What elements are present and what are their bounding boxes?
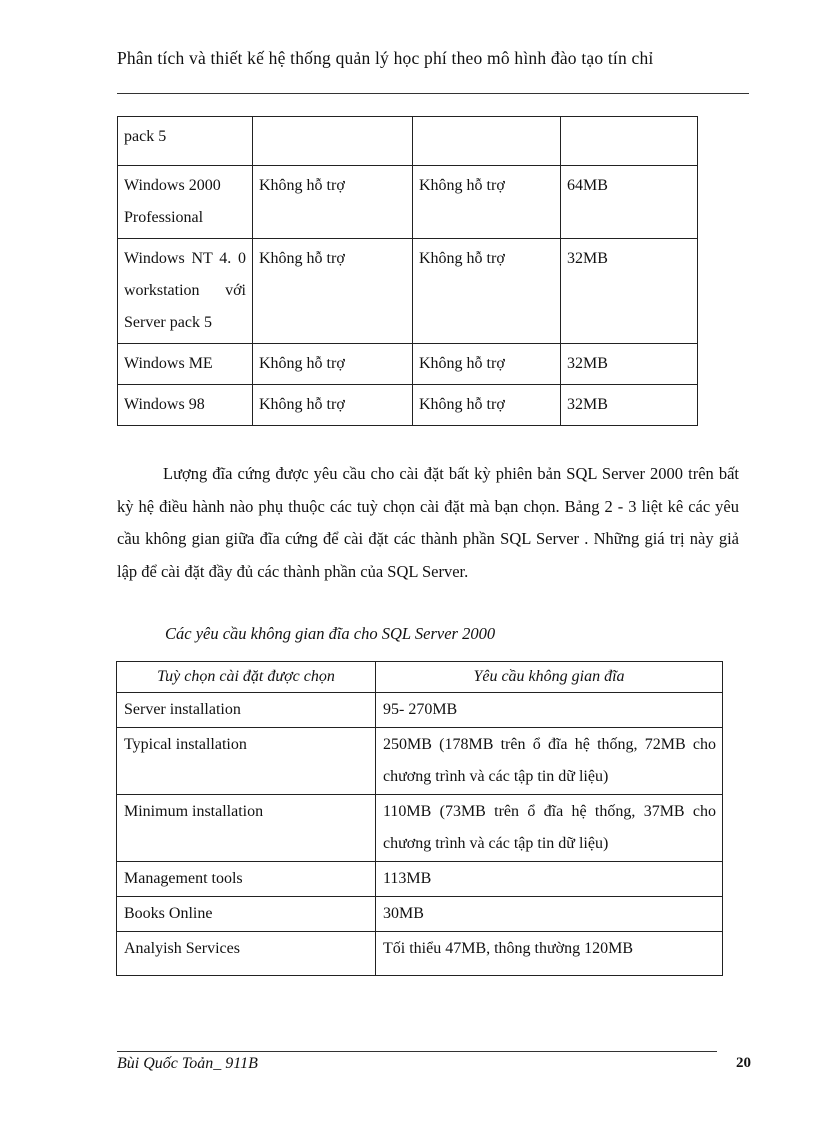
table-row <box>118 344 698 385</box>
os-cell: pack 5 <box>118 117 253 166</box>
footer-divider <box>117 1051 717 1052</box>
space-cell: Tối thiểu 47MB, thông thường 120MB <box>376 932 723 976</box>
table-header-row <box>117 662 723 693</box>
page-header-title: Phân tích và thiết kế hệ thống quản lý học phí theo mô hình đào tạo tín chỉ <box>117 48 654 68</box>
footer-author: Bùi Quốc Toản_ 911B <box>117 1055 258 1072</box>
table-caption: Các yêu cầu không gian đĩa cho SQL Server 2000 <box>165 624 496 643</box>
support-cell: Không hỗ trợ <box>413 239 561 344</box>
os-cell: Windows ME <box>118 344 253 385</box>
os-cell: Windows 2000 Professional <box>118 166 253 239</box>
table-row <box>117 795 723 862</box>
column-header: Tuỳ chọn cài đặt được chọn <box>117 662 376 693</box>
table-row <box>117 932 723 976</box>
space-cell: 113MB <box>376 862 723 897</box>
table-row <box>118 239 698 344</box>
ram-cell: 32MB <box>561 344 698 385</box>
table-row <box>117 728 723 795</box>
space-cell: 250MB (178MB trên ổ đĩa hệ thống, 72MB cho chương trình và các tập tin dữ liệu) <box>376 728 723 795</box>
table-row <box>118 166 698 239</box>
page-number: 20 <box>736 1055 751 1071</box>
column-header: Yêu cầu không gian đĩa <box>376 662 723 693</box>
os-cell: Windows NT 4. 0 workstation với Server pack 5 <box>118 239 253 344</box>
ram-cell: 32MB <box>561 239 698 344</box>
support-cell: Không hỗ trợ <box>413 385 561 426</box>
space-cell: 110MB (73MB trên ổ đĩa hệ thống, 37MB cho chương trình và các tập tin dữ liệu) <box>376 795 723 862</box>
support-cell: Không hỗ trợ <box>253 344 413 385</box>
table-row <box>117 862 723 897</box>
os-cell: Windows 98 <box>118 385 253 426</box>
ram-cell <box>561 117 698 166</box>
support-cell: Không hỗ trợ <box>253 385 413 426</box>
table-row <box>117 693 723 728</box>
body-paragraph: Lượng đĩa cứng được yêu cầu cho cài đặt bất kỳ phiên bản SQL Server 2000 trên bất kỳ hệ điều hành nào phụ thuộc các tuỳ chọn cài đặt mà bạn chọn. Bảng 2 - 3 liệt kê các yêu cầu không gian giữa đĩa cứng để cài đặt các thành phần SQL Server . Những giá trị này giả lập để cài đặt đầy đủ các thành phần của SQL Server. <box>117 464 739 581</box>
option-cell: Management tools <box>117 862 376 897</box>
space-cell: 95- 270MB <box>376 693 723 728</box>
ram-cell: 64MB <box>561 166 698 239</box>
disk-space-table <box>116 661 723 976</box>
option-cell: Books Online <box>117 897 376 932</box>
table-row <box>118 385 698 426</box>
os-requirements-table <box>117 116 698 426</box>
space-cell: 30MB <box>376 897 723 932</box>
support-cell <box>413 117 561 166</box>
support-cell: Không hỗ trợ <box>253 166 413 239</box>
option-cell: Minimum installation <box>117 795 376 862</box>
support-cell: Không hỗ trợ <box>413 166 561 239</box>
support-cell: Không hỗ trợ <box>253 239 413 344</box>
support-cell <box>253 117 413 166</box>
table-row <box>117 897 723 932</box>
option-cell: Analyish Services <box>117 932 376 976</box>
header-divider <box>117 93 749 94</box>
ram-cell: 32MB <box>561 385 698 426</box>
support-cell: Không hỗ trợ <box>413 344 561 385</box>
option-cell: Typical installation <box>117 728 376 795</box>
option-cell: Server installation <box>117 693 376 728</box>
table-row <box>118 117 698 166</box>
